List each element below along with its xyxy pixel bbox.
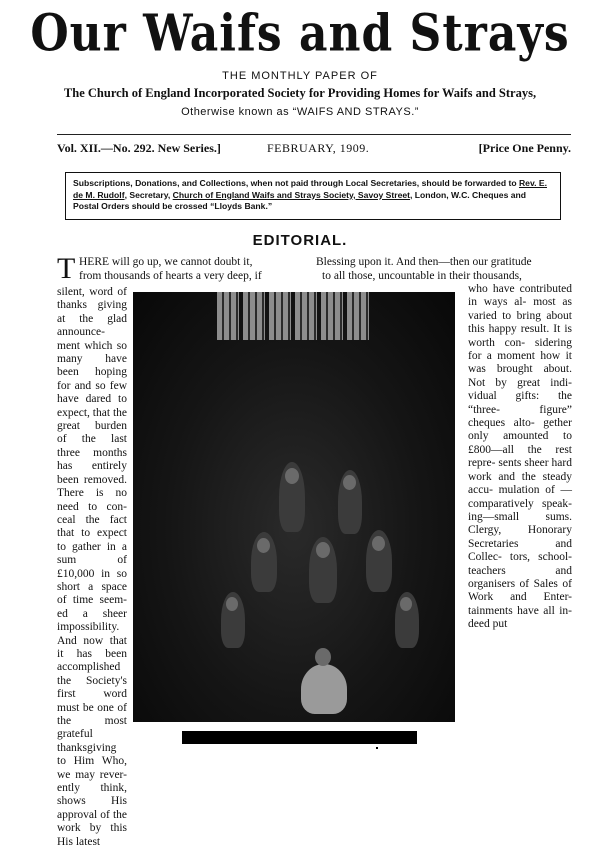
photo-window (295, 292, 317, 340)
caption-redaction-bar (182, 731, 417, 744)
volume-number: Vol. XII.—No. 292. New Series.] (57, 141, 221, 155)
drop-cap: T (57, 252, 76, 285)
notice-text-2: , Secretary, (124, 189, 173, 200)
otherwise-known-line: Otherwise known as “WAIFS AND STRAYS.” (181, 106, 419, 118)
photo-face (257, 538, 270, 553)
masthead-title: Our Waifs and Strays (30, 4, 570, 63)
left-text-column: silent, word of thanks giving at the glad announce- ment which so many have been hoping for and so few have dared to expect, that the great burden of the last three months has entirely been removed. There is no need to con- ceal the fact that to expect to gather in a sum of £10,000 in so short a space of time seem- ed a sheer impossibility. And now that it has been accomplished the Society's first word must be one of the most grateful thanksgiving to Him Who, we may rever- ently think, shows His approval of the work by this His latest (57, 286, 127, 848)
right-line-2: to all those, uncountable in their thousands, (322, 270, 522, 282)
masthead-subtitle: THE MONTHLY PAPER OF (222, 70, 378, 82)
photo-window (269, 292, 291, 340)
editorial-heading: EDITORIAL. (252, 232, 348, 249)
divider-top (57, 134, 571, 135)
society-name: The Church of England Incorporated Society for Providing Homes for Waifs and Strays, (63, 86, 537, 100)
photo-window (243, 292, 265, 340)
opening-line-2: from thousands of hearts a very deep, if (79, 270, 262, 282)
notice-secretary: Rev. E. de M. Rudolf (73, 178, 547, 200)
photo-face (316, 542, 330, 558)
photo-face (226, 597, 238, 611)
notice-society: Church of England Waifs and Strays Society, Savoy Street, (172, 189, 413, 200)
opening-line-1: HERE will go up, we cannot doubt it, (79, 256, 253, 268)
right-line-1: Blessing upon it. And then—then our gratitude (316, 256, 532, 268)
photo-face (400, 597, 412, 611)
photo-window (321, 292, 343, 340)
group-photograph (133, 292, 455, 722)
photo-face (285, 468, 299, 484)
issue-date: FEBRUARY, 1909. (267, 141, 370, 155)
photo-face (372, 536, 385, 551)
subscription-notice (65, 172, 561, 220)
right-text-column: who have contributed in ways al- most as varied to bring about this happy result. It is worth con- sidering for a moment how it was brought about. Not by great indi- vidual gifts: the “three- figure” cheques alto- gether only amounted to £800—all the rest repre- sents sheer hard work and the steady accu- mulation of —comparatively speak- ing—small sums. Clergy, Honorary Secretaries and Collec- tors, school- teachers and organisers of Sales of Work and Enter- tainments have all in- deed put (468, 283, 572, 631)
notice-text-3: London, W.C. Cheques and Postal Orders should be crossed “Lloyds Bank.” (73, 189, 527, 211)
photo-figure-light (301, 664, 347, 714)
photo-window (347, 292, 369, 340)
photo-face (315, 648, 331, 666)
issue-price: [Price One Penny. (478, 141, 571, 155)
photo-window (217, 292, 239, 340)
notice-text-1: Subscriptions, Donations, and Collections, when not paid through Local Secretaries, should be forwarded to (73, 178, 519, 188)
print-mark (376, 747, 378, 749)
photo-face (343, 475, 356, 490)
issue-info-row (57, 141, 571, 159)
